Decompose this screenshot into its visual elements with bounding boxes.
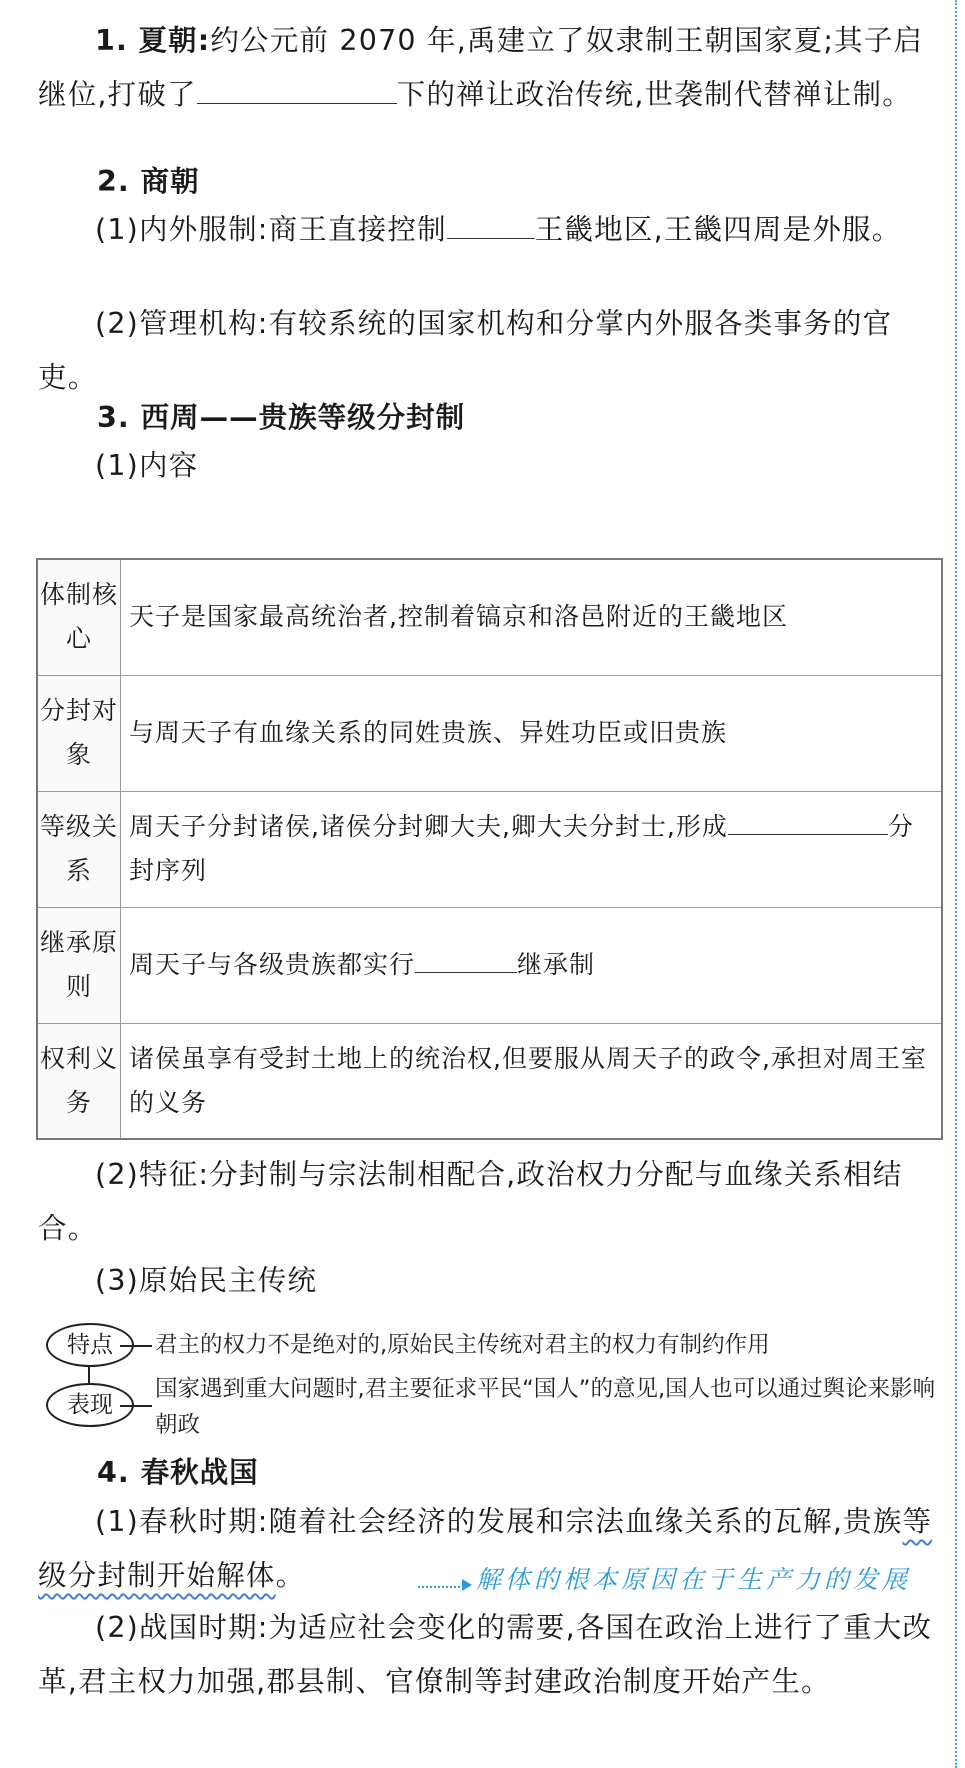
- fill-blank[interactable]: [197, 75, 397, 104]
- xia-number: 1.: [95, 24, 129, 57]
- zhou-sub1: (1)内容: [95, 449, 199, 482]
- table-row: [37, 1023, 942, 1139]
- table-row: [37, 675, 942, 791]
- xia-paragraph: 1. 夏朝:约公元前 2070 年,禹建立了奴隶制王朝国家夏;其子启继位,打破了 下的禅让政治传统,世袭制代替禅让制。: [38, 24, 924, 111]
- shang-p1: (1)内外服制:商王直接控制 王畿地区,王畿四周是外服。: [38, 203, 938, 257]
- table-row: [37, 559, 942, 675]
- wavy-underlined-text: 等级分封制开始解体: [38, 1505, 933, 1592]
- table-row: [37, 791, 942, 907]
- row-key: 权利义务: [37, 1023, 121, 1139]
- show-oval: 表现: [46, 1383, 134, 1427]
- warring-states-p2: (2)战国时期:为适应社会变化的需要,各国在政治上进行了重大改革,君主权力加强,郡县制、官僚制等封建政治制度开始产生。: [38, 1611, 933, 1698]
- shang-p2: (2)管理机构:有较系统的国家机构和分掌内外服各类事务的官吏。: [38, 307, 893, 394]
- spring-autumn-p1: (1)春秋时期:随着社会经济的发展和宗法血缘关系的瓦解,贵族等级分封制开始解体。: [38, 1505, 933, 1592]
- annotation-leader: [418, 1586, 464, 1588]
- zhou-p2: (2)特征:分封制与宗法制相配合,政治权力分配与血缘关系相结合。: [38, 1158, 903, 1245]
- handwritten-annotation: 解体的根本原因在于生产力的发展: [476, 1565, 912, 1594]
- trait-oval: 特点: [46, 1323, 134, 1367]
- xia-title: 夏朝: [138, 24, 198, 57]
- fill-blank[interactable]: [415, 944, 517, 973]
- trait-text: 君主的权力不是绝对的,原始民主传统对君主的权力有制约作用: [155, 1332, 770, 1358]
- row-value: 与周天子有血缘关系的同姓贵族、异姓功臣或旧贵族: [121, 675, 943, 791]
- enfeoffment-table: [36, 558, 943, 1140]
- fill-blank[interactable]: [447, 210, 535, 239]
- row-key: 分封对象: [37, 675, 121, 791]
- spring-autumn-heading: 4. 春秋战国: [97, 1456, 259, 1489]
- fill-blank[interactable]: [728, 806, 838, 835]
- zhou-heading: 3. 西周——贵族等级分封制: [97, 401, 466, 434]
- page-edge-divider: [955, 0, 957, 1768]
- xia-text-a: 约公元前 2070 年,禹建立了奴隶制王朝国家夏;其子启继位,打破了: [38, 24, 924, 111]
- fill-blank[interactable]: [838, 806, 888, 835]
- row-key: 体制核心: [37, 559, 121, 675]
- row-value: 周天子分封诸侯,诸侯分封卿大夫,卿大夫分封士,形成 分封序列: [121, 791, 943, 907]
- row-value: 周天子与各级贵族都实行 继承制: [121, 907, 943, 1023]
- row-key: 等级关系: [37, 791, 121, 907]
- table-row: [37, 907, 942, 1023]
- annotation-arrow-icon: [462, 1579, 472, 1591]
- show-connector: [120, 1405, 152, 1407]
- trait-connector: [120, 1345, 152, 1347]
- diagram-connector: [88, 1367, 90, 1383]
- row-value: 天子是国家最高统治者,控制着镐京和洛邑附近的王畿地区: [121, 559, 943, 675]
- row-value: 诸侯虽享有受封土地上的统治权,但要服从周天子的政令,承担对周王室的义务: [121, 1023, 943, 1139]
- show-text: 国家遇到重大问题时,君主要征求平民“国人”的意见,国人也可以通过舆论来影响朝政: [155, 1376, 936, 1438]
- shang-heading: 2. 商朝: [97, 165, 200, 198]
- zhou-p3: (3)原始民主传统: [95, 1264, 318, 1297]
- row-key: 继承原则: [37, 907, 121, 1023]
- xia-text-b: 下的禅让政治传统,世袭制代替禅让制。: [396, 78, 912, 111]
